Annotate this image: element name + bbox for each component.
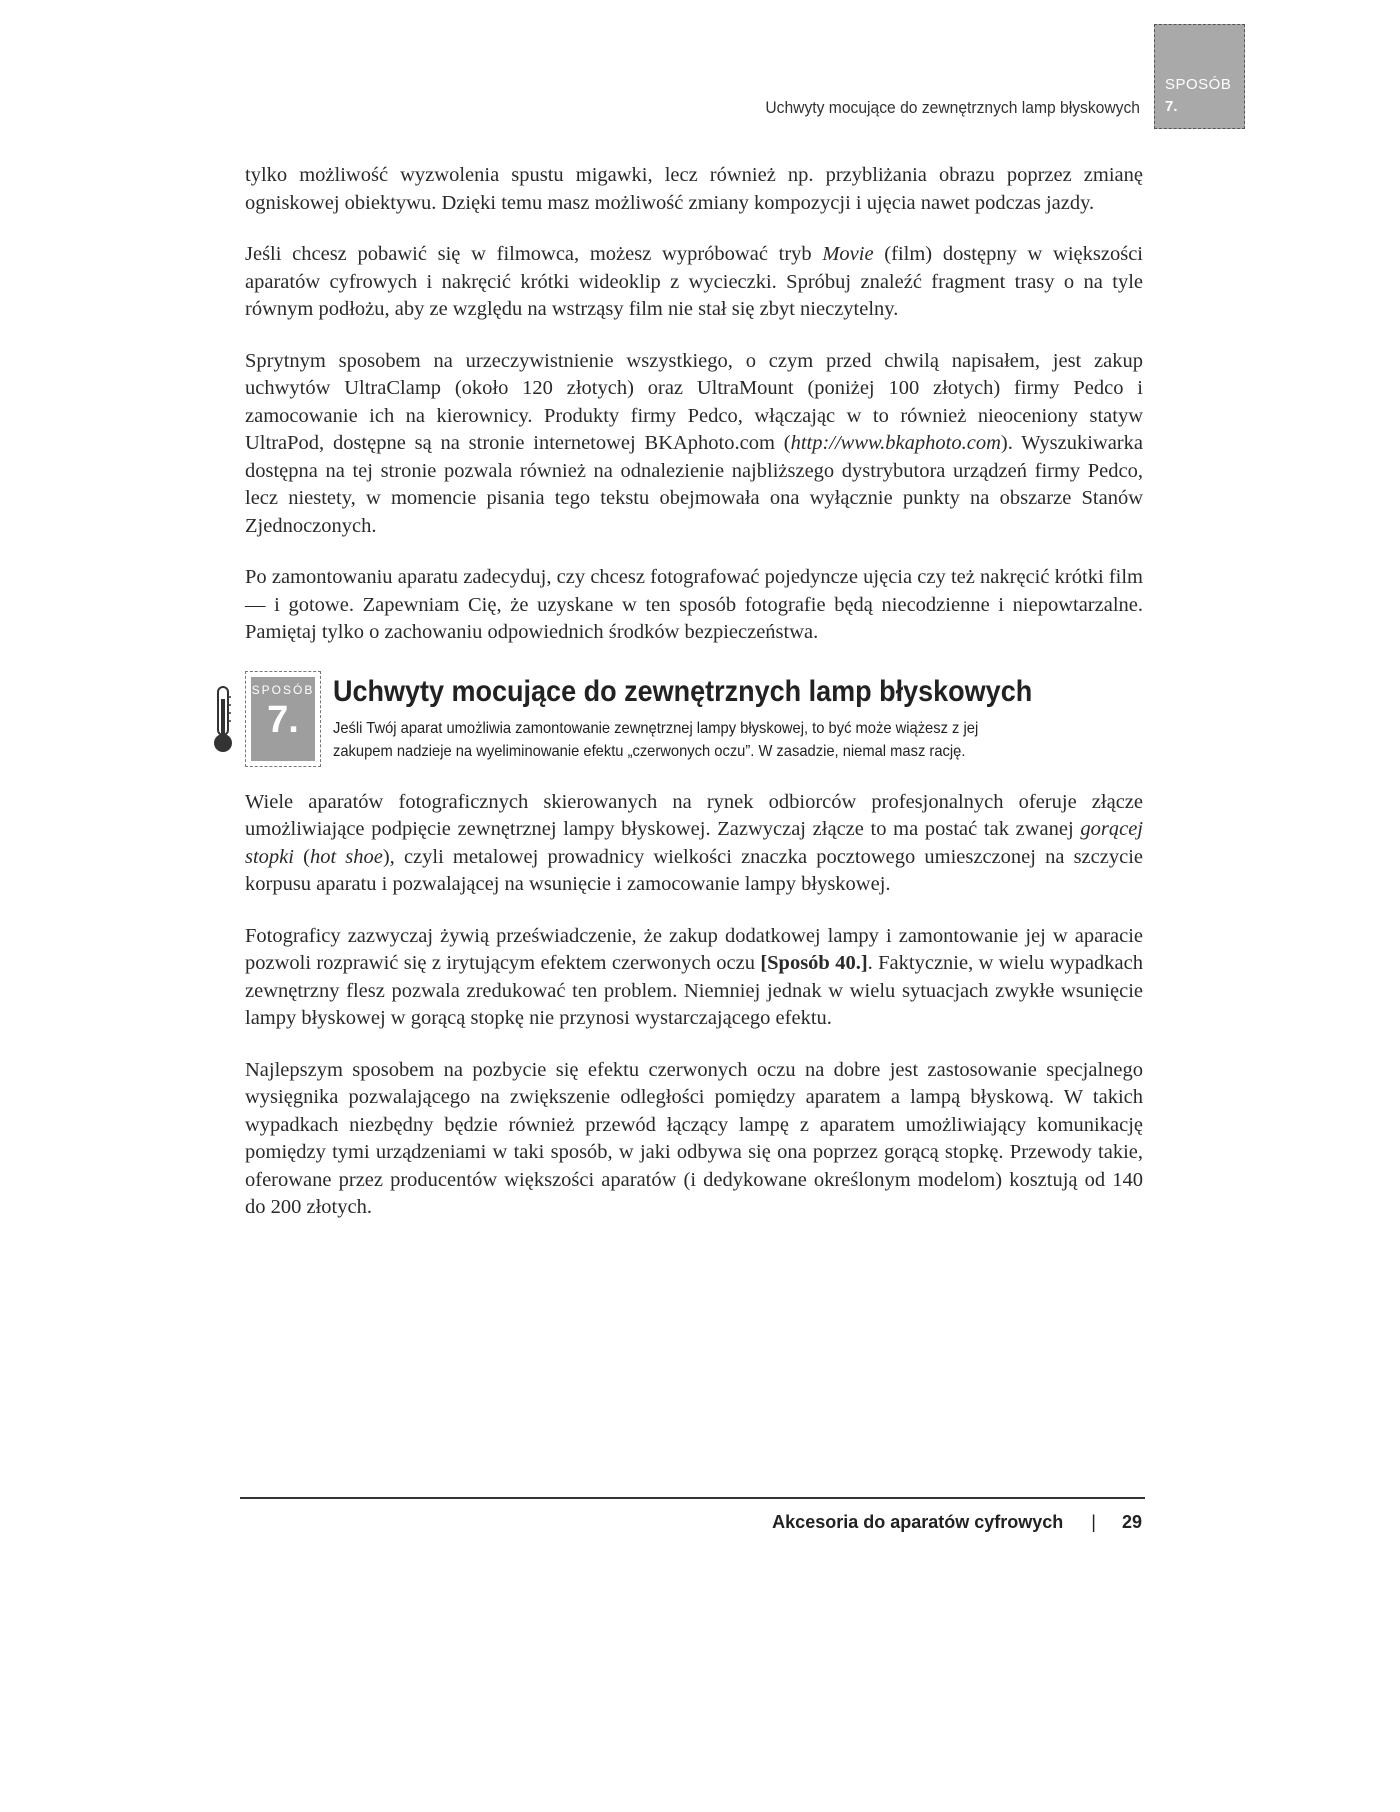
- hack-description: Jeśli Twój aparat umożliwia zamontowanie zewnętrznej lampy błyskowej, to być może wiążesz z jej zakupem nadzieje na wyeliminowanie efektu „czerwonych oczu”. W zasadzie, niemal masz rację.: [333, 719, 979, 760]
- hack-badge-label: SPOSÓB: [251, 682, 315, 697]
- paragraph-5-text-c: ), czyli metalowej prowadnicy wielkości znaczka pocztowego umieszczonej na szczycie korpusu aparatu i pozwalającej na wsunięcie i zamocowanie lampy błyskowej.: [245, 845, 1143, 895]
- paragraph-5: [245, 789, 1143, 899]
- paragraph-7: Najlepszym sposobem na pozbycie się efektu czerwonych oczu na dobre jest zastosowanie specjalnego wysięgnika pozwalającego na zwiększenie odległości pomiędzy aparatem a lampą błyskową. W takich wypadkach niezbędny będzie również przewód łączący lampę z aparatem umożliwiający komunikację pomiędzy tymi urządzeniami w taki sposób, w jaki odbywa się ona poprzez gorącą stopkę. Przewody takie, oferowane przez producentów większości aparatów (i dedykowane określonym modelom) kosztują od 140 do 200 złotych.: [245, 1058, 1143, 1218]
- paragraph-5-text-a: Wiele aparatów fotograficznych skierowanych na rynek odbiorców profesjonalnych oferuje złącze umożliwiające podpięcie zewnętrznej lampy błyskowej. Zazwyczaj złącze to ma postać tak zwanej: [245, 790, 1143, 840]
- paragraph-2: [245, 241, 1143, 324]
- section-tab-label: SPOSÓB: [1165, 76, 1232, 93]
- paragraph-6-text-a: Fotograficy zazwyczaj żywią przeświadczenie, że zakup dodatkowej lampy i zamontowanie jej w aparacie pozwoli rozprawić się z irytującym efektem czerwonych oczu: [245, 924, 1143, 974]
- thermometer-icon: [212, 685, 234, 755]
- hack-badge-number: 7.: [267, 698, 299, 741]
- paragraph-1: tylko możliwość wyzwolenia spustu migawki, lecz również np. przybliżania obrazu poprzez zmianę ogniskowej obiektywu. Dzięki temu masz możliwość zmiany kompozycji i ujęcia nawet podczas jazdy.: [245, 164, 1143, 214]
- page-content: [245, 162, 1143, 1246]
- movie-term: Movie: [822, 243, 874, 265]
- paragraph-3: [245, 348, 1143, 541]
- paragraph-3-text-a: Sprytnym sposobem na urzeczywistnienie wszystkiego, o czym przed chwilą napisałem, jest zakup uchwytów UltraClamp (około 120 złotych) oraz UltraMount (poniżej 100 złotych) firmy Pedco i zamocowanie ich na kierownicy. Produkty firmy Pedco, włączając w to również nieoceniony statyw UltraPod, dostępne są na stronie internetowej BKAphoto.com (: [245, 349, 1143, 454]
- hack-reference: [Sposób 40.]: [760, 952, 868, 974]
- footer-separator: |: [1091, 1512, 1096, 1532]
- section-tab: [1154, 24, 1245, 129]
- hot-shoe-term-pl: gorącej stopki: [245, 818, 1143, 868]
- paragraph-6: [245, 923, 1143, 1033]
- paragraph-3-text-b: ). Wyszukiwarka dostępna na tej stronie pozwala również na odnalezienie najbliższego dystrybutora urządzeń firmy Pedco, lecz niestety, w momencie pisania tego tekstu obejmowała ona wyłącznie punkty na obszarze Stanów Zjednoczonych.: [245, 432, 1143, 537]
- footer-book-title: Akcesoria do aparatów cyfrowych: [772, 1512, 1064, 1532]
- page-number: 29: [1121, 1512, 1142, 1532]
- page-footer: [560, 1512, 1142, 1533]
- running-head-title: Uchwyty mocujące do zewnętrznych lamp błyskowych: [765, 98, 1140, 117]
- paragraph-4: Po zamontowaniu aparatu zadecyduj, czy chcesz fotografować pojedyncze ujęcia czy też nakręcić krótki film — i gotowe. Zapewniam Cię, że uzyskane w ten sposób fotografie będą niecodzienne i niepowtarzalne. Pamiętaj tylko o zachowaniu odpowiednich środków bezpieczeństwa.: [245, 566, 1143, 643]
- bkaphoto-url: http://www.bkaphoto.com: [790, 432, 1001, 454]
- paragraph-2-text-a: Jeśli chcesz pobawić się w filmowca, możesz wypróbować tryb: [245, 243, 823, 265]
- section-tab-number: 7.: [1165, 98, 1178, 115]
- paragraph-5-text-b: (: [293, 845, 310, 868]
- paragraph-6-text-b: . Faktycznie, w wielu wypadkach zewnętrzny flesz pozwala zredukować ten problem. Niemniej jednak w wielu sytuacjach zwykłe wsunięcie lampy błyskowej w gorącą stopkę nie przynosi wystarczającego efektu.: [245, 952, 1143, 1029]
- paragraph-2-text-b: (film) dostępny w większości aparatów cyfrowych i nakręcić krótki wideoklip z wycieczki. Spróbuj znaleźć fragment trasy o na tyle równym podłożu, aby ze względu na wstrząsy film nie stał się zbyt nieczytelny.: [245, 243, 1144, 320]
- hack-title: Uchwyty mocujące do zewnętrznych lamp błyskowych: [333, 674, 1033, 708]
- hack-number-badge: [245, 671, 321, 767]
- hack-header: [245, 671, 1143, 771]
- hot-shoe-term-en: hot shoe: [309, 845, 383, 868]
- footer-rule: [240, 1497, 1145, 1499]
